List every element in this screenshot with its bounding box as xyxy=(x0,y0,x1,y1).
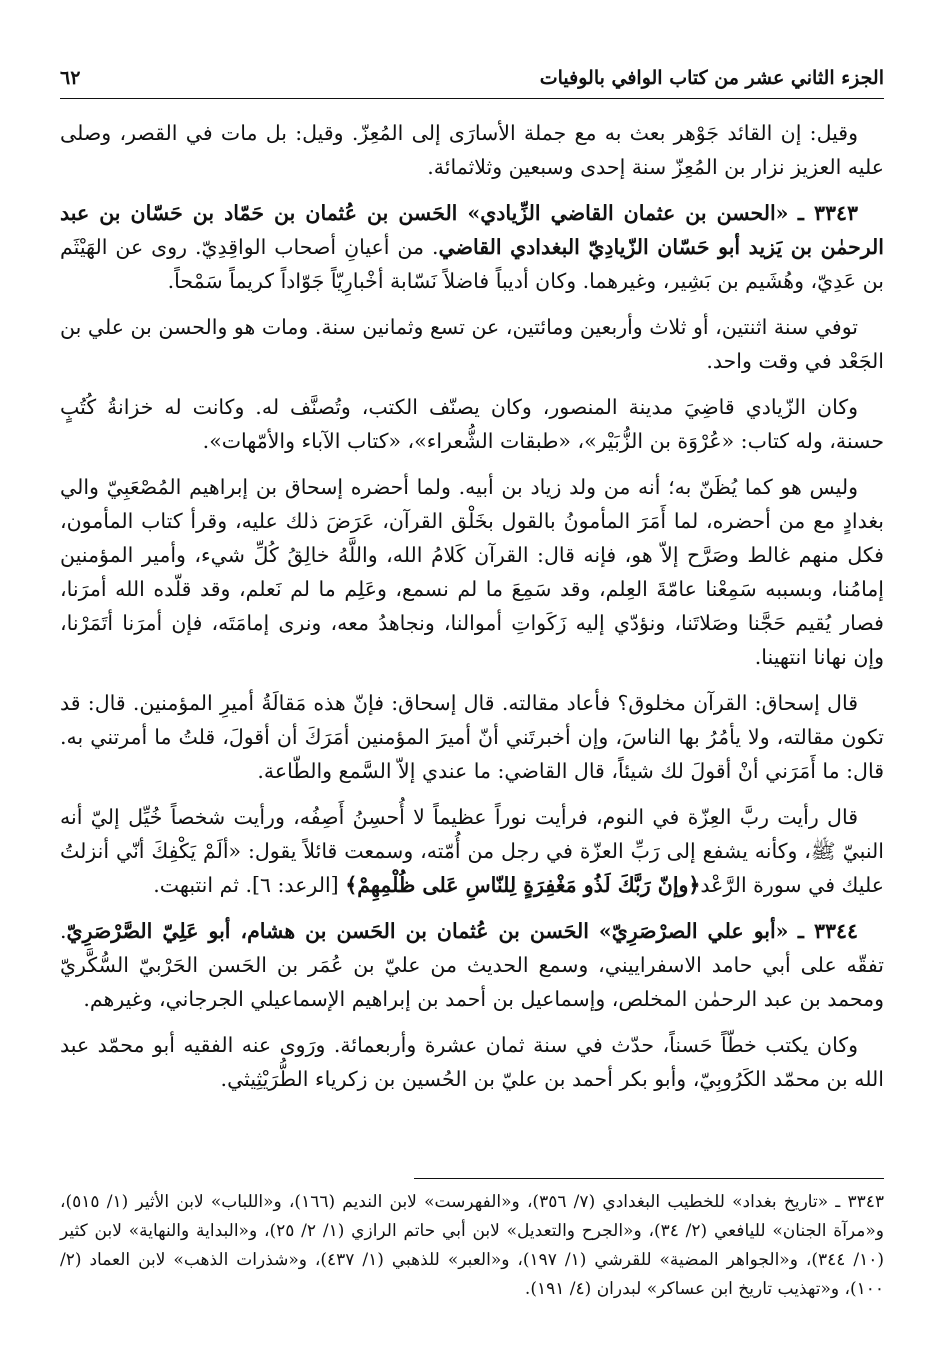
entry-heading: «أبو علي الصرْصَرِيّ» الحَسن بن عُثمان بن الحَسن بن هشام، أبو عَلِيّ الصَّرْصَرِيّ xyxy=(66,919,789,943)
paragraph-7 xyxy=(60,800,884,902)
paragraph-9: وكان يكتب خطّاً حَسناً، حدّث في سنة ثمان عشرة وأربعمائة. ورَوى عنه الفقيه أبو محمّد عبد الله بن محمّد الكَرُوبِيّ، وأبو بكر أحمد بن عليّ بن الحُسين بن زكرياء الطُّرَيْثِيثي. xyxy=(60,1033,884,1091)
entry-3344 xyxy=(60,914,884,1016)
entry-number: ٣٣٤٤ ـ xyxy=(797,919,858,943)
paragraph-1: وقيل: إن القائد جَوْهر بعث به مع جملة الأسارَى إلى المُعِزّ. وقيل: بل مات في القصر، وصلى عليه العزيز نزار بن المُعِزّ سنة إحدى وسبعين وثلاثمائة. xyxy=(60,121,884,179)
running-title: الجزء الثاني عشر من كتاب الوافي بالوفيات xyxy=(539,67,884,89)
header-rule xyxy=(60,98,884,99)
page-number: ٦٢ xyxy=(60,67,81,89)
quran-verse: ﴿وإنّ رَبَّكَ لَذُو مَغْفِرَةٍ لِلنّاسِ عَلى ظُلْمِهِمْ﴾ xyxy=(345,873,701,897)
footnote-3343: ٣٣٤٣ ـ «تاريخ بغداد» للخطيب البغدادي (٧/ ٣٥٦)، و«الفهرست» لابن النديم (١٦٦)، و«اللباب» لابن الأثير (١/ ٥١٥)، و«مرآة الجنان» لليافعي (٢/ ٣٤)، و«الجرح والتعديل» لابن أبي حاتم الرازي (١/ ٢/ ٢٥)، و«البداية والنهاية» لابن كثير (١٠/ ٣٤٤)، و«الجواهر المضية» للقرشي (١/ ١٩٧)، و«العبر» للذهبي (١/ ٤٣٧)، و«شذرات الذهب» لابن العماد (٢/ ١٠٠)، و«تهذيب تاريخ ابن عساكر» لبدران (٤/ ١٩١). xyxy=(60,1192,885,1299)
entry-text: . من أعيانِ أصحاب الواقِدِيّ. روى عن الهَيْثَم بن عَدِيّ، وهُشَيم بن بَشِير، وغيرهما. وكان أديباً فاضلاً نَسّابة أخْبارِيّاً جَوّاداً كريماً سَمْحاً. xyxy=(60,235,884,293)
entry-3343 xyxy=(60,196,884,298)
footnote-rule xyxy=(414,1178,884,1179)
entry-heading: «الحسن بن عثمان القاضي الزِّيادي» الحَسن بن عُثمان بن حَمّاد بن حَسّان بن عبد الرحمٰن بن يَزيد أبو حَسّان الزّيادِيّ البغدادي القاضي xyxy=(60,201,885,259)
paragraph-3: توفي سنة اثنتين، أو ثلاث وأربعين ومائتين، عن تسع وثمانين سنة. ومات هو والحسن بن علي بن الجَعْد في وقت واحد. xyxy=(60,315,884,373)
entry-text: . تفقّه على أبي حامد الاسفراييني، وسمع الحديث من عليّ بن عُمَر بن الحَسن الحَرْبيّ السُّكَّريّ ومحمد بن عبد الرحمٰن المخلص، وإسماعيل بن أحمد بن إبراهيم الإسماعيلي الجرجاني، وغيرهم. xyxy=(60,919,884,1011)
entry-number: ٣٣٤٣ ـ xyxy=(797,201,858,225)
paragraph-4: وكان الزّيادي قاضِيَ مدينة المنصور، وكان يصنّف الكتب، وتُصنَّف له. وكانت له خزانةُ كُتُبٍ حسنة، وله كتاب: «عُرْوَة بن الزُّبَيْر»، «طبقات الشُّعراء»، «كتاب الآباء والأمّهات». xyxy=(60,395,884,453)
paragraph-6: قال إسحاق: القرآن مخلوق؟ فأعاد مقالته. قال إسحاق: فإنّ هذه مَقالَةُ أميرِ المؤمنين. قال: قد تكون مقالته، ولا يأمُرُ بها الناسَ، وإن أخبرتَني أنّ أميرَ المؤمنين أمَرَكَ أن أقولَ، قلتُ ما أمرتني به. قال: ما أَمَرَني أنْ أقولَ لك شيئاً، قال القاضي: ما عندي إلاّ السَّمع والطّاعة. xyxy=(60,691,884,783)
footnotes xyxy=(60,1188,884,1304)
main-text xyxy=(60,116,884,1108)
verse-citation: [الرعد: ٦]. ثم انتبهت. xyxy=(153,873,339,897)
paragraph-5: وليس هو كما يُظَنّ به؛ أنه من ولد زياد بن أبيه. ولما أحضره إسحاق بن إبراهيم المُصْعَبِيّ والي بغدادٍ مع من أحضره، لما أَمَرَ المأمونُ بالقول بخَلْق القرآن، عَرَضَ ذلك عليه، وقرأ كتاب المأمون، فكل منهم غالط وصَرَّح إلاّ هو، فإنه قال: القرآن كَلامُ الله، واللَّهُ خالِقُ كُلِّ شيء، وأمير المؤمنين إمامُنا، وبسببه سَمِعْنا عامّةَ العِلم، وقد سَمِعَ ما لم نسمع، وعَلِم ما لم نَعلم، وقد قلّده الله أمرَنا، فصار يُقيم حَجَّنا وصَلاتَنا، ونؤدّي إليه زَكَواتِ أموالنا، ونجاهدُ معه، ونرى إمامَتَه، فإن أمرَنا أتَمَرْنا، وإن نهانا انتهينا. xyxy=(60,475,884,669)
paragraph-7-text: قال رأيت ربَّ العِزّة في النوم، فرأيت نوراً عظيماً لا أُحسِنُ أَصِفُه، ورأيت شخصاً خُيِّل إليّ أنه النبيّ ﷺ، وكأنه يشفع إلى رَبِّ العزّة في رجل من أُمّته، وسمعت قائلاً يقول: «ألَمْ يَكْفِكَ أنّي أنزلتُ عليك في سورة الرَّعْد xyxy=(60,805,884,897)
running-header xyxy=(60,58,884,98)
